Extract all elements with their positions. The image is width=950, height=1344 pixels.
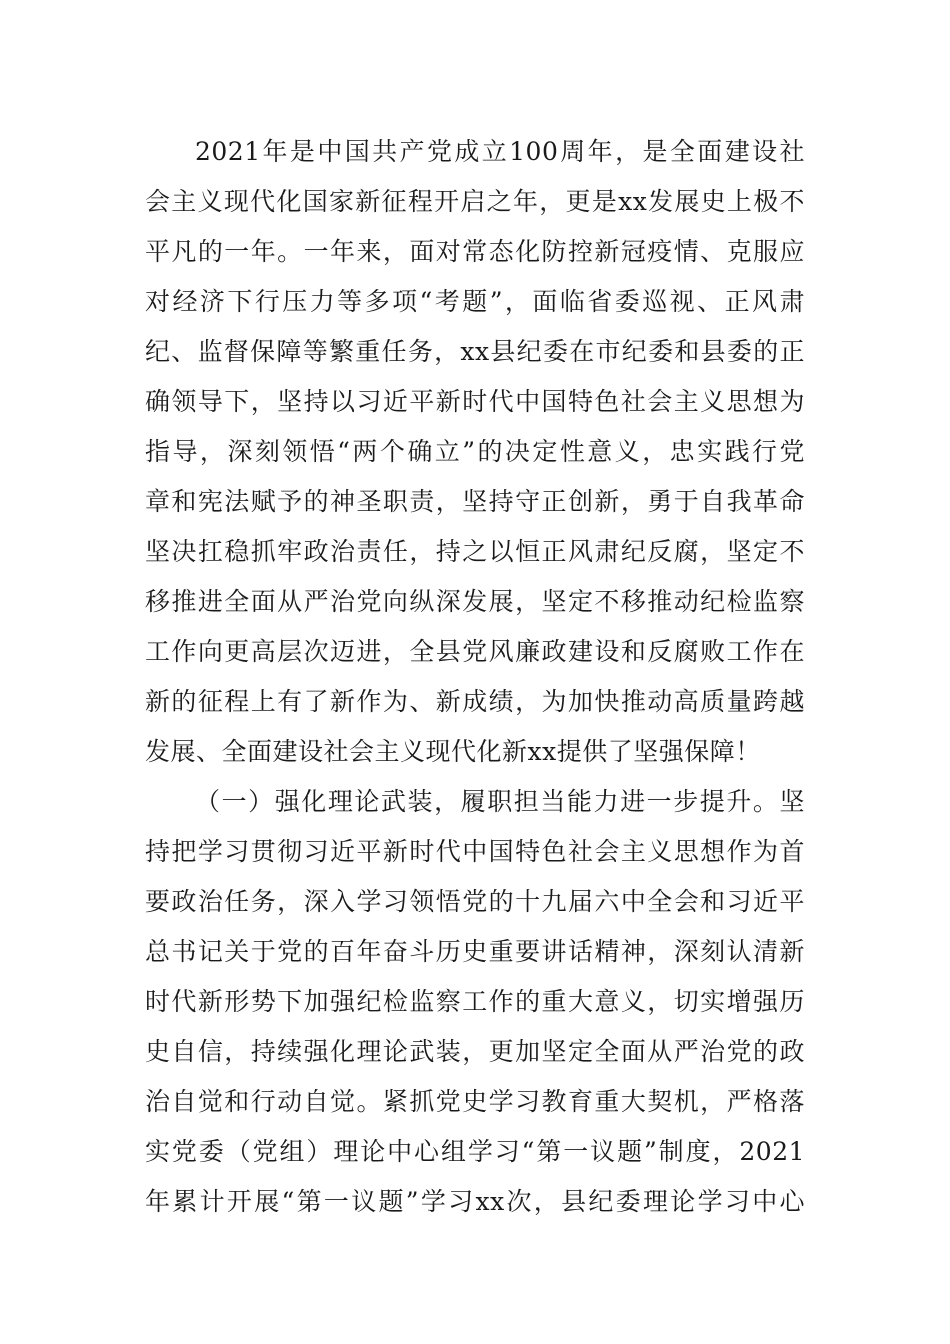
paragraph-2-line-1: （一）强化理论武装，履职担当能力进一步提升。坚: [195, 787, 805, 816]
paragraph-1-line-11: 工作向更高层次迈进，全县党风廉政建设和反腐败工作在: [145, 637, 805, 666]
paragraph-2-line-8: 实党委（党组）理论中心组学习“第一议题”制度，2021: [145, 1137, 805, 1166]
paragraph-1-line-10: 移推进全面从严治党向纵深发展，坚定不移推动纪检监察: [145, 587, 805, 616]
paragraph-1-line-12: 新的征程上有了新作为、新成绩，为加快推动高质量跨越: [145, 687, 805, 716]
paragraph-1-line-3: 平凡的一年。一年来，面对常态化防控新冠疫情、克服应: [145, 237, 805, 266]
paragraph-2-line-4: 总书记关于党的百年奋斗历史重要讲话精神，深刻认清新: [145, 937, 805, 966]
paragraph-1-line-2: 会主义现代化国家新征程开启之年，更是xx发展史上极不: [145, 187, 805, 216]
paragraph-1-line-5: 纪、监督保障等繁重任务，xx县纪委在市纪委和县委的正: [145, 337, 805, 366]
paragraph-1-line-6: 确领导下，坚持以习近平新时代中国特色社会主义思想为: [145, 387, 805, 416]
paragraph-1-line-4: 对经济下行压力等多项“考题”，面临省委巡视、正风肃: [145, 287, 805, 316]
paragraph-1-line-13: 发展、全面建设社会主义现代化新xx提供了坚强保障！: [145, 737, 761, 766]
paragraph-1-line-9: 坚决扛稳抓牢政治责任，持之以恒正风肃纪反腐，坚定不: [145, 537, 805, 566]
paragraph-2-line-9: 年累计开展“第一议题”学习xx次，县纪委理论学习中心: [145, 1187, 805, 1216]
paragraph-2-line-2: 持把学习贯彻习近平新时代中国特色社会主义思想作为首: [145, 837, 805, 866]
paragraph-2-line-6: 史自信，持续强化理论武装，更加坚定全面从严治党的政: [145, 1037, 805, 1066]
paragraph-2-line-3: 要政治任务，深入学习领悟党的十九届六中全会和习近平: [145, 887, 805, 916]
paragraph-1-line-8: 章和宪法赋予的神圣职责，坚持守正创新，勇于自我革命: [145, 487, 805, 516]
paragraph-1-line-1: 2021年是中国共产党成立100周年，是全面建设社: [195, 137, 805, 166]
paragraph-1-line-7: 指导，深刻领悟“两个确立”的决定性意义，忠实践行党: [145, 437, 805, 466]
paragraph-2-line-5: 时代新形势下加强纪检监察工作的重大意义，切实增强历: [145, 987, 805, 1016]
paragraph-2-line-7: 治自觉和行动自觉。紧抓党史学习教育重大契机，严格落: [145, 1087, 805, 1116]
